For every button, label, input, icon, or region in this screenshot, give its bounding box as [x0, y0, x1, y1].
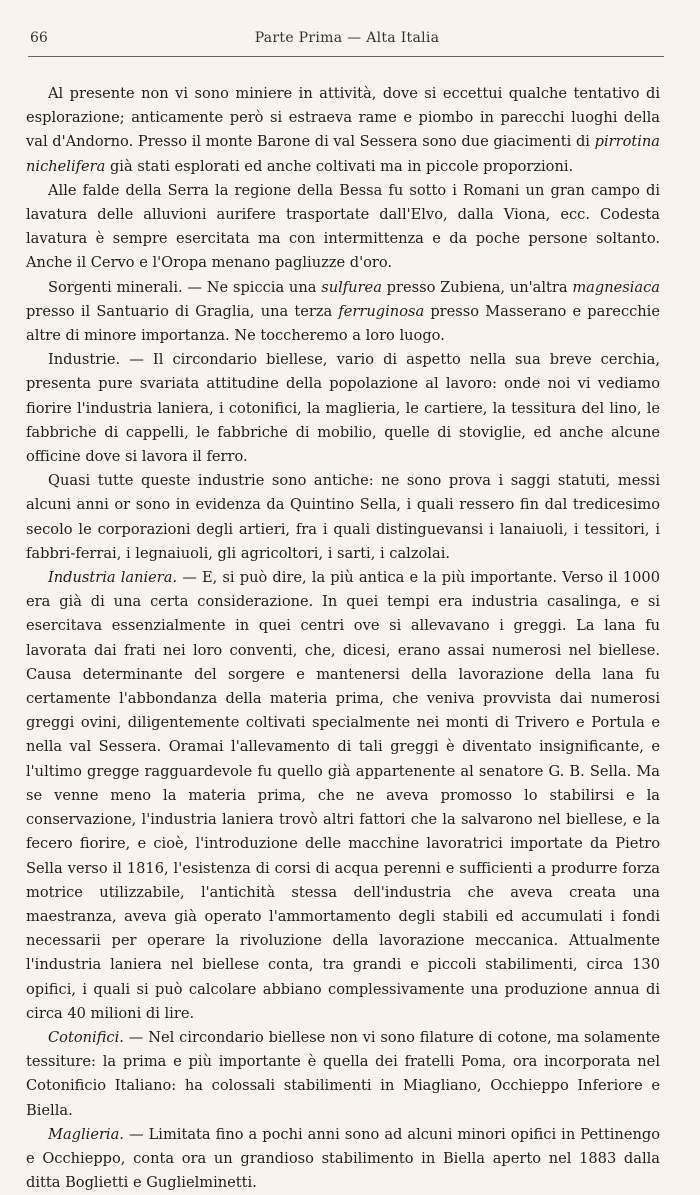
running-title: Parte Prima — Alta Italia [254, 30, 440, 46]
page-header [30, 30, 664, 50]
section-lead: Industrie. [48, 351, 121, 369]
header-rule [28, 56, 664, 57]
page-body [26, 82, 660, 1195]
paragraph-laniera: Industria laniera. — E, si può dire, la più antica e la più importante. Verso il 1000 era già di una certa considerazione. In quei tempi era industria casalinga, e si esercitava essenzialmente in quei centri ove si allevavano i greggi. La lana fu lavorata dai frati nei loro conventi, che, dicesi, erano assai numerosi nel biellese. Causa determinante del sorgere e mantenersi della lavorazione della lana fu certamente l'abbondanza della materia prima, che veniva provvista dai numerosi greggi ovini, diligentemente coltivati specialmente nei monti di Trivero e Portula e nella val Sessera. Oramai l'allevamento di tali greggi è diventato insignificante, e l'ultimo gregge ragguardevole fu quello già appartenente al senatore G. B. Sella. Ma se venne meno la materia prima, che ne aveva promosso lo stabilirsi e la conservazione, l'industria laniera trovò altri fattori che la salvarono nel biellese, e la fecero fiorire, e cioè, l'introduzione delle macchine lavoratrici importate da Pietro Sella verso il 1816, l'esistenza di corsi di acqua perenni e sufficienti a produrre forza motrice utilizzabile, l'antichità stessa dell'industria che aveva creata una maestranza, aveva già operato l'ammortamento degli stabili ed accumulati i fondi necessarii per operare la rivoluzione della lavorazione meccanica. Attualmente l'industria laniera nel biellese conta, tra grandi e piccoli stabilimenti, circa 130 opifici, i quali si può calcolare abbiano complessivamente una produzione annua di circa 40 milioni di lire. [26, 569, 660, 1022]
section-lead: Maglieria. [48, 1125, 124, 1143]
paragraph-statuti: Quasi tutte queste industrie sono antiche: ne sono prova i saggi statuti, messi alcuni anni or sono in evidenza da Quintino Sella, i quali ressero fin dal tredicesimo secolo le corporazioni degli artieri, fra i quali distinguevansi i lanaiuoli, i tessitori, i fabbri-ferrai, i legnaiuoli, gli agricoltori, i sarti, i calzolai. [26, 472, 660, 562]
section-lead: Cotonifici. [48, 1028, 124, 1046]
paragraph-cotonifici: Cotonifici. — Nel circondario biellese non vi sono filature di cotone, ma solamente tessiture: la prima e più importante è quella dei fratelli Poma, ora incorporata nel Cotonificio Italiano: ha colossali stabilimenti in Miagliano, Occhieppo Inferiore e Biella. [26, 1028, 660, 1119]
page-number: 66 [30, 30, 48, 46]
section-lead: Industria laniera. [48, 569, 178, 587]
paragraph-maglieria: Maglieria. — Limitata fino a pochi anni sono ad alcuni minori opifici in Pettinengo e Occhieppo, conta ora un grandioso stabilimento in Biella aperto nel 1883 dalla ditta Boglietti e Guglielminetti. [26, 1125, 660, 1192]
paragraph-industrie: Industrie. — Il circondario biellese, vario di aspetto nella sua breve cerchia, presenta pure svariata attitudine della popolazione al lavoro: onde noi vi vediamo fiorire l'industria laniera, i cotonifici, la maglieria, le cartiere, la tessitura del lino, le fabbriche di cappelli, le fabbriche di mobilio, quelle di stoviglie, ed anche alcune officine dove si lavora il ferro. [26, 351, 660, 466]
paragraph-sorgenti: Sorgenti minerali. — Ne spiccia una sulfurea presso Zubiena, un'altra magnesiaca presso il Santuario di Graglia, una terza ferruginosa presso Masserano e parecchie altre di minore importanza. Ne toccheremo a loro luogo. [26, 278, 660, 345]
paragraph-bessa: Alle falde della Serra la regione della Bessa fu sotto i Romani un gran campo di lavatura delle alluvioni aurifere trasportate dall'Elvo, dalla Viona, ecc. Codesta lavatura è sempre esercitata ma con intermittenza e da poche persone soltanto. Anche il Cervo e l'Oropa menano pagliuzze d'oro. [26, 181, 660, 272]
paragraph-mining: Al presente non vi sono miniere in attività, dove si eccettui qualche tentativo di esplorazione; anticamente però si estraeva rame e piombo in parecchi luoghi della val d'Andorno. Presso il monte Barone di val Sessera sono due giacimenti di pirrotina nichelifera già stati esplorati ed anche coltivati ma in piccole proporzioni. [26, 85, 660, 175]
section-lead: Sorgenti minerali. [48, 278, 183, 296]
